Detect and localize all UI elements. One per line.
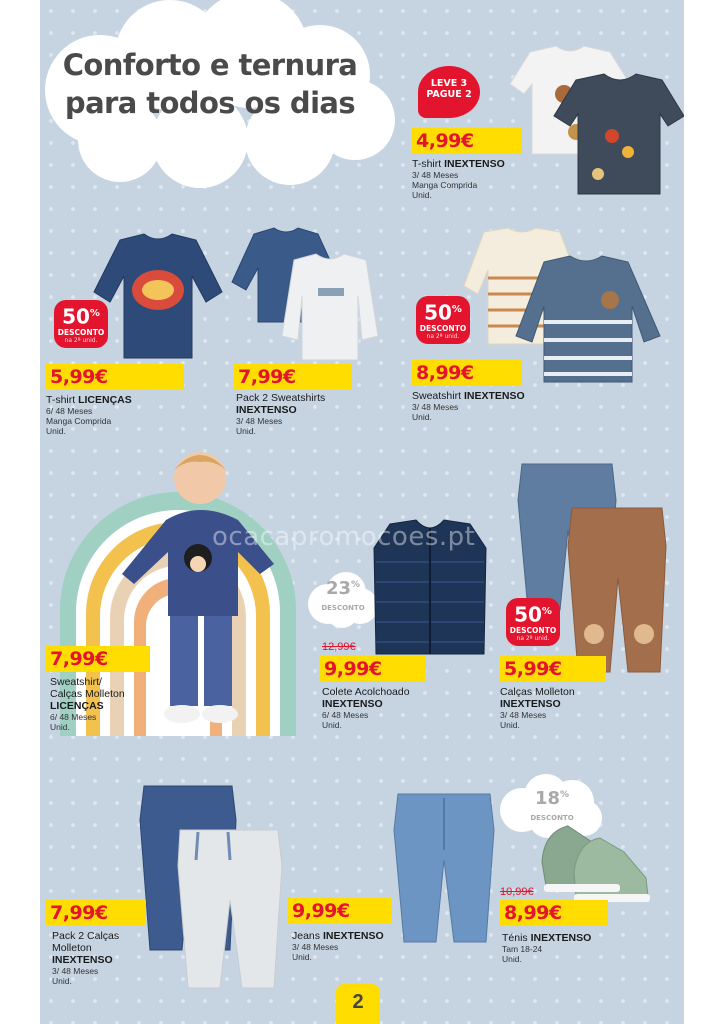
product-name-line-2: Calças Molleton (50, 688, 125, 700)
product-size: 3/ 48 Meses (52, 966, 99, 976)
product-image-pants-pack[interactable] (138, 780, 308, 990)
product-size: 3/ 48 Meses (236, 416, 283, 426)
badge-note: na 2ª unid. (516, 634, 550, 642)
product-name: Calças Molleton (500, 686, 575, 698)
product-name: T-shirt (46, 394, 79, 406)
price-tag: 7,99€ (46, 646, 150, 672)
price-tag: 8,99€ (500, 900, 608, 926)
title-line-2: para todos os dias (64, 86, 356, 120)
product-unit: Unid. (500, 720, 520, 730)
discount-value: 18 (534, 788, 561, 809)
product-brand: INEXTENSO (322, 698, 383, 710)
product-size: 3/ 48 Meses (292, 942, 339, 952)
badge-label: DESCONTO (419, 323, 467, 333)
discount-label: DESCONTO (530, 814, 574, 822)
product-size: 3/ 48 Meses (500, 710, 547, 720)
product-size: Tam 18-24 (502, 944, 543, 954)
product-image-sneakers[interactable] (534, 812, 652, 906)
price-tag: 9,99€ (320, 656, 426, 682)
product-info (322, 686, 410, 730)
product-brand: LICENÇAS (78, 394, 132, 406)
pague-label: PAGUE 2 (426, 89, 472, 100)
product-info (236, 392, 325, 436)
product-unit: Unid. (236, 426, 256, 436)
badge-value: 50 (424, 300, 452, 325)
product-unit: Unid. (50, 722, 70, 732)
product-name: Jeans (292, 930, 323, 942)
badge-unit: % (541, 606, 552, 617)
price-tag: 9,99€ (288, 898, 392, 924)
product-detail: Manga Comprida (412, 180, 478, 190)
product-image-tshirts[interactable] (480, 44, 684, 204)
badge-note: na 2ª unid. (64, 336, 98, 344)
price-tag: 5,99€ (46, 364, 184, 390)
product-name: Pack 2 Sweatshirts (236, 392, 326, 404)
old-price: 12,99€ (322, 641, 356, 653)
product-image-tshirt-cars[interactable] (88, 232, 228, 362)
product-info (502, 932, 591, 964)
product-name: Sweatshirt (412, 390, 464, 402)
product-brand: INEXTENSO (236, 404, 297, 416)
product-detail: Manga Comprida (46, 416, 112, 426)
product-brand: INEXTENSO (322, 930, 384, 942)
product-image-jogger-pants[interactable] (516, 460, 676, 680)
product-size: 6/ 48 Meses (50, 712, 97, 722)
price-tag: 5,99€ (500, 656, 606, 682)
product-brand: INEXTENSO (52, 954, 113, 966)
badge-value: 50 (62, 304, 90, 329)
discount-unit: % (351, 580, 361, 590)
product-name: T-shirt (412, 158, 445, 170)
product-unit: Unid. (292, 952, 312, 962)
discount-value: 23 (325, 578, 352, 599)
product-unit: Unid. (502, 954, 522, 964)
product-size: 6/ 48 Meses (46, 406, 93, 416)
product-info (500, 686, 575, 730)
product-size: 3/ 48 Meses (412, 170, 459, 180)
badge-note: na 2ª unid. (426, 332, 460, 340)
product-image-sweatshirts[interactable] (230, 226, 380, 366)
badge-value: 50 (514, 602, 542, 627)
page-number: 2 (336, 984, 380, 1024)
title-line-1: Conforto e ternura (62, 48, 358, 82)
product-unit: Unid. (52, 976, 72, 986)
product-size: 6/ 48 Meses (322, 710, 369, 720)
product-info (46, 394, 132, 436)
product-unit: Unid. (412, 190, 432, 200)
product-name: Ténis (502, 932, 531, 944)
badge-unit: % (89, 308, 100, 319)
product-info (412, 158, 505, 200)
badge-label: DESCONTO (509, 625, 557, 635)
leaflet-page (40, 0, 684, 1024)
product-size: 3/ 48 Meses (412, 402, 459, 412)
price-tag: 8,99€ (412, 360, 522, 386)
leve-label: LEVE 3 (430, 78, 468, 89)
badge-label: DESCONTO (57, 327, 105, 337)
discount-50-badge (54, 300, 108, 348)
product-name: Pack 2 Calças (52, 930, 120, 942)
product-brand: INEXTENSO (500, 698, 561, 710)
old-price: 10,99€ (500, 886, 534, 898)
product-brand: INEXTENSO (463, 390, 525, 402)
product-image-jeans[interactable] (390, 790, 500, 950)
product-name-line-2: Molleton (52, 942, 92, 954)
page-title (60, 46, 360, 122)
product-brand: INEXTENSO (530, 932, 592, 944)
product-info (292, 930, 384, 962)
product-info (50, 676, 125, 732)
discount-50-badge (416, 296, 470, 344)
price-tag: 4,99€ (412, 128, 522, 154)
discount-unit: % (560, 790, 570, 800)
price-tag: 7,99€ (234, 364, 352, 390)
product-brand: INEXTENSO (444, 158, 505, 170)
discount-label: DESCONTO (321, 604, 365, 612)
product-name: Colete Acolchoado (322, 686, 410, 698)
product-info (412, 390, 525, 422)
product-unit: Unid. (412, 412, 432, 422)
product-unit: Unid. (322, 720, 342, 730)
badge-unit: % (451, 304, 462, 315)
product-unit: Unid. (46, 426, 66, 436)
product-info (52, 930, 119, 986)
leve-3-pague-2-badge (418, 66, 480, 118)
discount-50-badge (506, 598, 560, 646)
watermark-text: ocacapromocoes.pt (212, 522, 476, 552)
product-brand: LICENÇAS (50, 700, 104, 712)
product-name: Sweatshirt/ (50, 676, 102, 688)
price-tag: 7,99€ (46, 900, 146, 926)
